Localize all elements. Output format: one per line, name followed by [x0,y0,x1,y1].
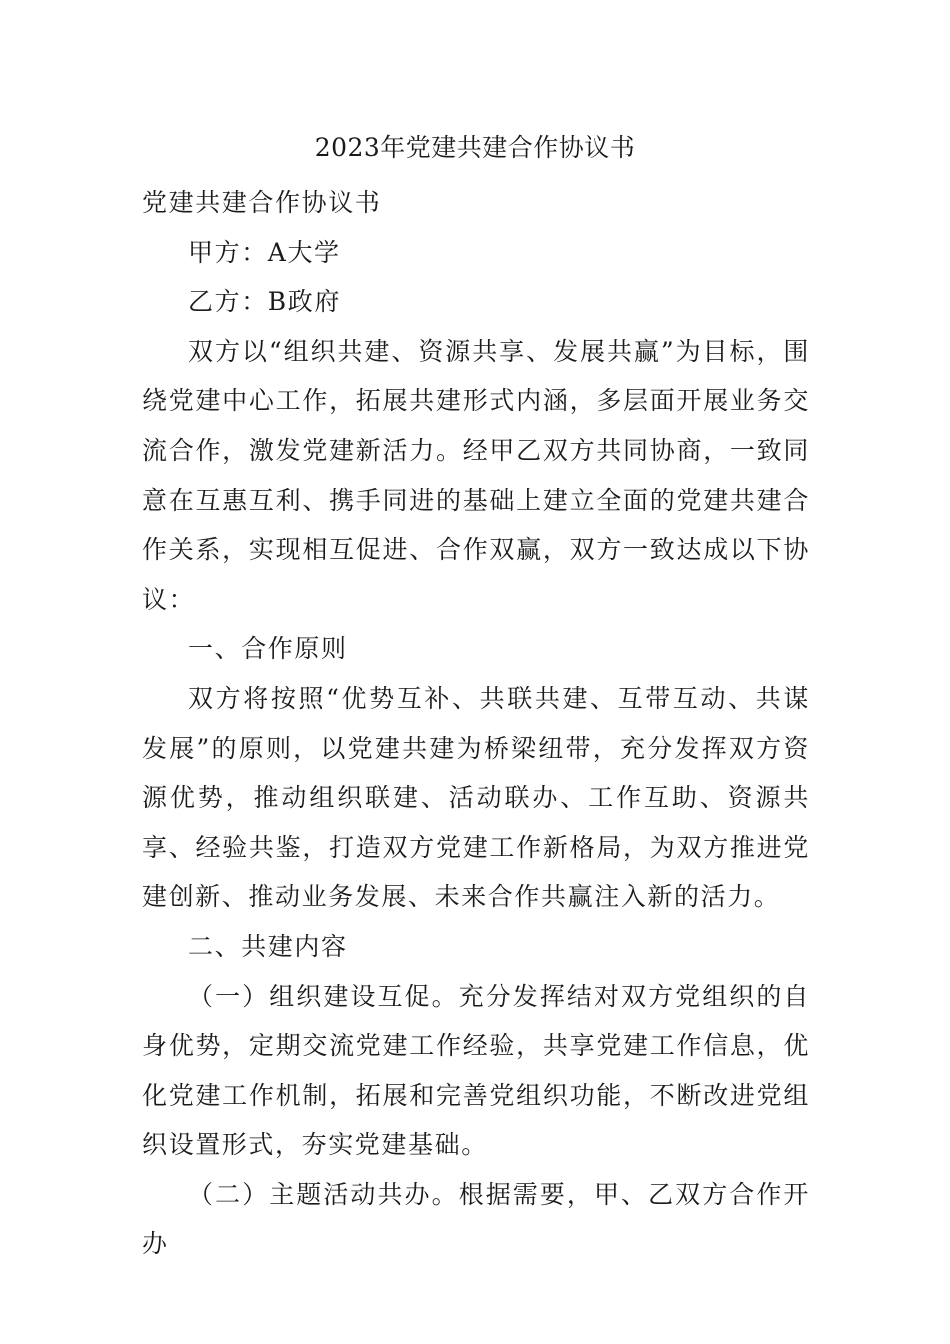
content-item-organization: （一）组织建设互促。充分发挥结对双方党组织的自身优势，定期交流党建工作经验，共享党建工作信息，优化党建工作机制，拓展和完善党组织功能，不断改进党组织设置形式，夯实党建基础。 [142,981,810,1160]
document-body [142,178,810,1269]
document-title: 2023年党建共建合作协议书 [314,133,636,162]
content-item-activities: （二）主题活动共办。根据需要，甲、乙双方合作开办 [142,1179,810,1259]
section-heading-content: 二、共建内容 [188,931,348,961]
party-a: 甲方：A大学 [188,237,341,267]
section-heading-principles: 一、合作原则 [188,634,348,664]
party-b: 乙方：B政府 [188,287,341,317]
intro-paragraph: 双方以“组织共建、资源共享、发展共赢”为目标，围绕党建中心工作，拓展共建形式内涵，多层面开展业务交流合作，激发党建新活力。经甲乙双方共同协商，一致同意在互惠互利、携手同进的基础上建立全面的党建共建合作关系，实现相互促进、合作双赢，双方一致达成以下协议： [142,336,810,614]
principles-paragraph: 双方将按照“优势互补、共联共建、互带互动、共谋发展”的原则，以党建共建为桥梁纽带，充分发挥双方资源优势，推动组织联建、活动联办、工作互助、资源共享、经验共鉴，打造双方党建工作新格局，为双方推进党建创新、推动业务发展、未来合作共赢注入新的活力。 [142,683,810,912]
agreement-subtitle: 党建共建合作协议书 [142,188,382,217]
